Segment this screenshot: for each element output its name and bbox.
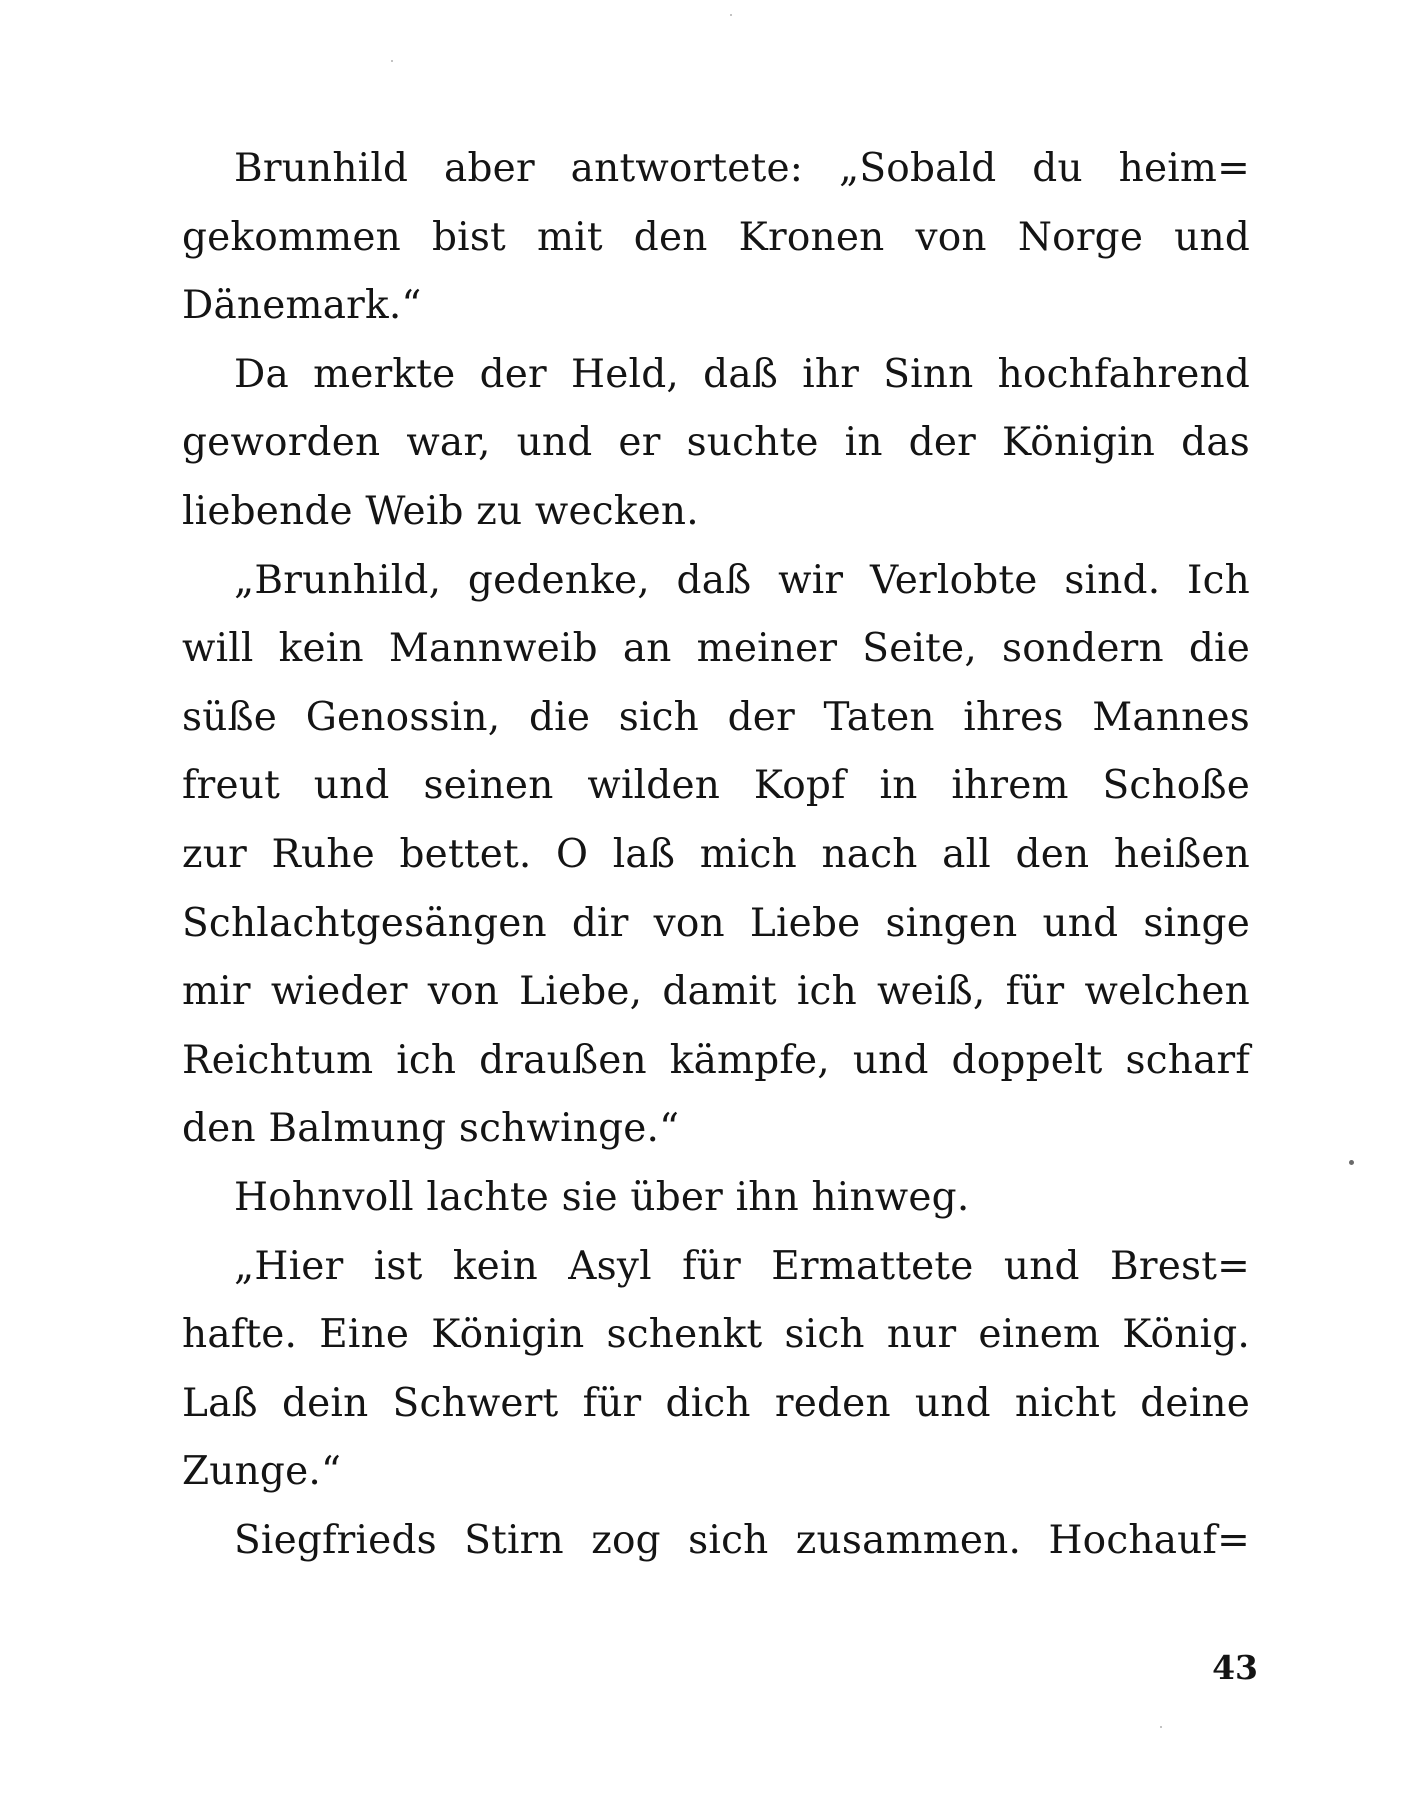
text-line: Dänemark.“ — [182, 283, 422, 329]
text-line: hafte. Eine Königin schenkt sich nur einem König. — [182, 1312, 1250, 1358]
scan-speck — [730, 14, 732, 16]
paragraph-3 — [182, 547, 1250, 1164]
text-line: Da merkte der Held, daß ihr Sinn hochfahrend — [234, 351, 1250, 397]
text-line: geworden war, und er suchte in der Königin das — [182, 420, 1250, 466]
text-line: Brunhild aber antwortete: „Sobald du heim= — [234, 146, 1250, 191]
page-number: 43 — [1212, 1648, 1258, 1687]
text-line: will kein Mannweib an meiner Seite, sondern die — [182, 626, 1250, 672]
text-line: „Hier ist kein Asyl für Ermattete und Brest= — [234, 1243, 1250, 1289]
scan-speck — [391, 60, 393, 62]
text-line: Reichtum ich draußen kämpfe, und doppelt scharf — [182, 1037, 1250, 1083]
text-line: „Brunhild, gedenke, daß wir Verlobte sind. Ich — [234, 557, 1250, 603]
text-line: gekommen bist mit den Kronen von Norge und — [182, 214, 1250, 260]
text-line: freut und seinen wilden Kopf in ihrem Schoße — [182, 763, 1250, 809]
text-line: mir wieder von Liebe, damit ich weiß, für welchen — [182, 969, 1250, 1015]
text-line: Schlachtgesängen dir von Liebe singen und singe — [182, 900, 1250, 946]
body-text — [182, 135, 1250, 1575]
paragraph-5 — [182, 1233, 1250, 1507]
paragraph-4 — [182, 1164, 1250, 1233]
text-line: liebende Weib zu wecken. — [182, 488, 699, 534]
text-line: Laß dein Schwert für dich reden und nicht deine — [182, 1380, 1250, 1426]
text-line: Hohnvoll lachte sie über ihn hinweg. — [234, 1174, 970, 1220]
paragraph-1 — [182, 135, 1250, 341]
paragraph-6 — [182, 1507, 1250, 1576]
text-line: Siegfrieds Stirn zog sich zusammen. Hochauf= — [234, 1517, 1250, 1563]
scan-speck — [1160, 1726, 1162, 1728]
text-line: zur Ruhe bettet. O laß mich nach all den heißen — [182, 831, 1250, 877]
text-line: den Balmung schwinge.“ — [182, 1106, 680, 1152]
text-line: süße Genossin, die sich der Taten ihres Mannes — [182, 694, 1250, 740]
scan-speck — [1349, 1160, 1354, 1165]
text-line: Zunge.“ — [182, 1449, 342, 1495]
paragraph-2 — [182, 341, 1250, 547]
